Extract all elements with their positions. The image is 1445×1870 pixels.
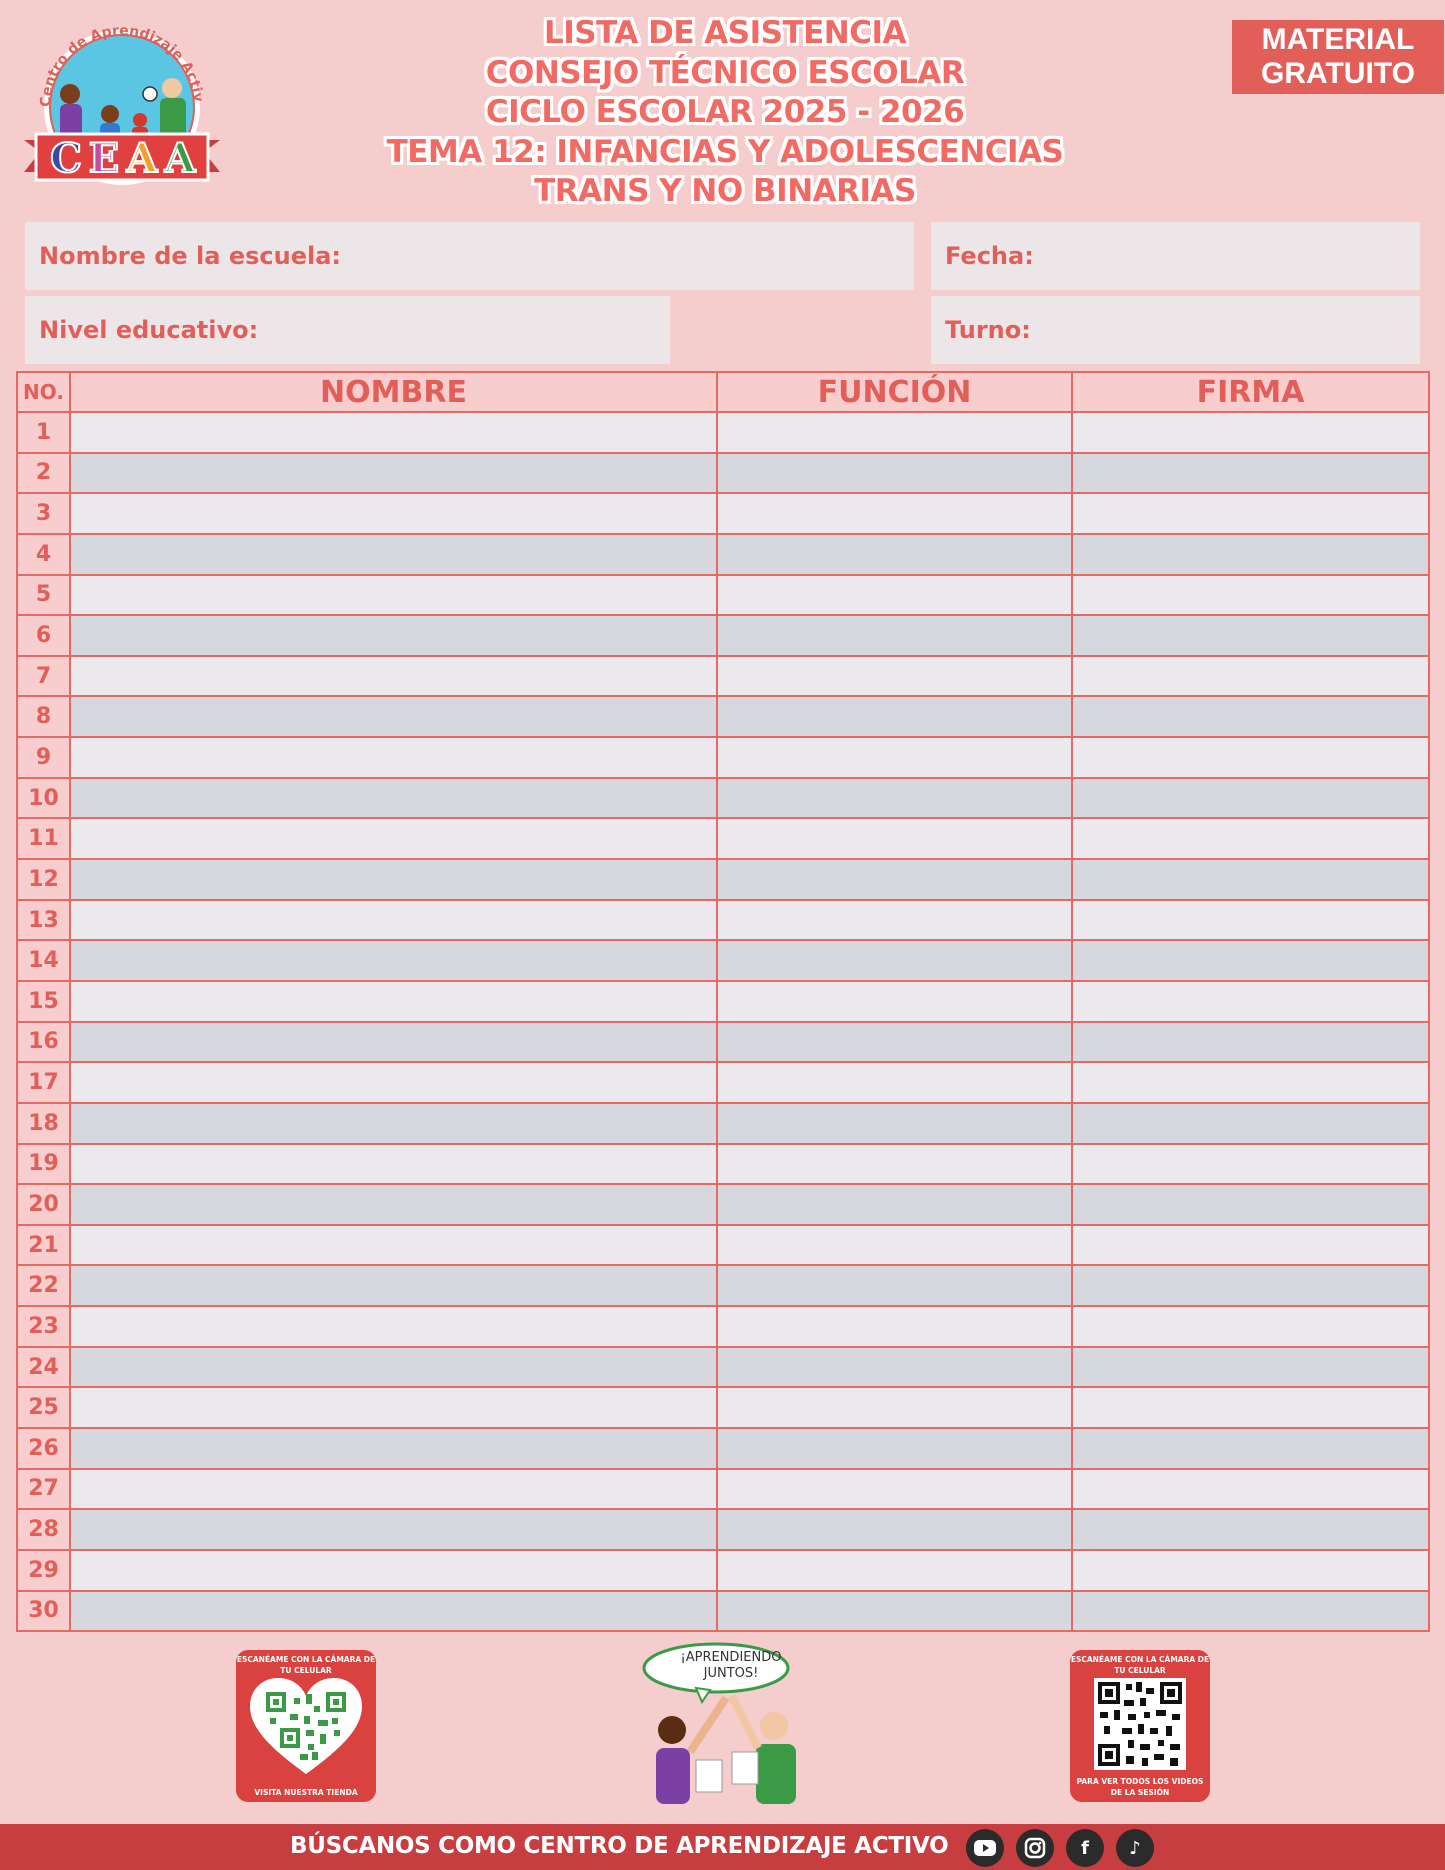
name-cell[interactable] — [70, 1265, 717, 1306]
row-number: 28 — [17, 1509, 70, 1550]
table-row — [17, 1144, 1429, 1185]
name-cell[interactable] — [70, 412, 717, 453]
signature-cell[interactable] — [1072, 981, 1429, 1022]
role-cell[interactable] — [717, 818, 1072, 859]
signature-cell[interactable] — [1072, 1347, 1429, 1388]
role-cell[interactable] — [717, 575, 1072, 616]
name-cell[interactable] — [70, 453, 717, 494]
row-number: 24 — [17, 1347, 70, 1388]
logo-graphic — [22, 12, 232, 197]
date-field[interactable] — [931, 222, 1420, 290]
signature-cell[interactable] — [1072, 1022, 1429, 1063]
name-cell[interactable] — [70, 1509, 717, 1550]
logo-letter-a1: A — [126, 135, 158, 182]
signature-cell[interactable] — [1072, 575, 1429, 616]
table-row — [17, 493, 1429, 534]
signature-cell[interactable] — [1072, 1103, 1429, 1144]
role-cell[interactable] — [717, 778, 1072, 819]
table-row — [17, 575, 1429, 616]
row-number: 5 — [17, 575, 70, 616]
row-number: 16 — [17, 1022, 70, 1063]
videos-qr-bottom-caption: PARA VER TODOS LOS VIDEOS DE LA SESIÓN — [1076, 1777, 1204, 1797]
youtube-icon[interactable] — [966, 1829, 1004, 1867]
role-cell[interactable] — [717, 453, 1072, 494]
tiktok-icon[interactable]: ♪ — [1116, 1829, 1154, 1867]
store-qr-card[interactable] — [236, 1650, 376, 1802]
name-cell[interactable] — [70, 818, 717, 859]
table-row — [17, 1469, 1429, 1510]
table-row — [17, 1103, 1429, 1144]
column-header-no: NO. — [17, 372, 70, 412]
name-cell[interactable] — [70, 1550, 717, 1591]
role-cell[interactable] — [717, 900, 1072, 941]
role-cell[interactable] — [717, 615, 1072, 656]
column-header-role: FUNCIÓN — [717, 372, 1072, 412]
role-cell[interactable] — [717, 1347, 1072, 1388]
signature-cell[interactable] — [1072, 1144, 1429, 1185]
table-row — [17, 656, 1429, 697]
row-number: 23 — [17, 1306, 70, 1347]
table-row — [17, 1184, 1429, 1225]
name-cell[interactable] — [70, 1428, 717, 1469]
name-cell[interactable] — [70, 534, 717, 575]
name-cell[interactable] — [70, 737, 717, 778]
name-cell[interactable] — [70, 1225, 717, 1266]
mascots-illustration — [636, 1640, 816, 1820]
school-name-label: Nombre de la escuela: — [39, 242, 341, 270]
signature-cell[interactable] — [1072, 1306, 1429, 1347]
table-row — [17, 940, 1429, 981]
footer-bar-text: BÚSCANOS COMO CENTRO DE APRENDIZAJE ACTIVO — [290, 1833, 949, 1859]
signature-cell[interactable] — [1072, 1225, 1429, 1266]
videos-qr-code — [1084, 1678, 1196, 1774]
table-row — [17, 818, 1429, 859]
signature-cell[interactable] — [1072, 900, 1429, 941]
date-label: Fecha: — [945, 242, 1034, 270]
videos-qr-caption: ESCANÉAME CON LA CÁMARA DE TU CELULAR — [1070, 1655, 1210, 1675]
name-cell[interactable] — [70, 1103, 717, 1144]
table-header-row — [17, 372, 1429, 412]
name-cell[interactable] — [70, 940, 717, 981]
shift-label: Turno: — [945, 316, 1031, 344]
name-cell[interactable] — [70, 1591, 717, 1632]
role-cell[interactable] — [717, 1428, 1072, 1469]
row-number: 25 — [17, 1387, 70, 1428]
row-number: 19 — [17, 1144, 70, 1185]
role-cell[interactable] — [717, 737, 1072, 778]
signature-cell[interactable] — [1072, 859, 1429, 900]
signature-cell[interactable] — [1072, 696, 1429, 737]
role-cell[interactable] — [717, 1387, 1072, 1428]
row-number: 27 — [17, 1469, 70, 1510]
table-row — [17, 615, 1429, 656]
role-cell[interactable] — [717, 1469, 1072, 1510]
table-row — [17, 1265, 1429, 1306]
table-row — [17, 1428, 1429, 1469]
title-line-3: CICLO ESCOLAR 2025 - 2026 — [485, 94, 965, 130]
row-number: 22 — [17, 1265, 70, 1306]
table-row — [17, 778, 1429, 819]
row-number: 4 — [17, 534, 70, 575]
title-line-2: CONSEJO TÉCNICO ESCOLAR — [485, 54, 965, 91]
role-cell[interactable] — [717, 1591, 1072, 1632]
table-row — [17, 453, 1429, 494]
signature-cell[interactable] — [1072, 737, 1429, 778]
facebook-icon[interactable]: f — [1066, 1829, 1104, 1867]
name-cell[interactable] — [70, 859, 717, 900]
role-cell[interactable] — [717, 1550, 1072, 1591]
table-row — [17, 534, 1429, 575]
table-row — [17, 737, 1429, 778]
role-cell[interactable] — [717, 1306, 1072, 1347]
badge-line-2: GRATUITO — [1261, 57, 1415, 90]
row-number: 20 — [17, 1184, 70, 1225]
row-number: 2 — [17, 453, 70, 494]
row-number: 26 — [17, 1428, 70, 1469]
signature-cell[interactable] — [1072, 615, 1429, 656]
title-line-4: TEMA 12: INFANCIAS Y ADOLESCENCIAS — [386, 133, 1064, 170]
store-qr-caption: ESCANÉAME CON LA CÁMARA DE TU CELULAR — [236, 1655, 376, 1675]
role-cell[interactable] — [717, 534, 1072, 575]
role-cell[interactable] — [717, 1509, 1072, 1550]
signature-cell[interactable] — [1072, 412, 1429, 453]
footer-bar — [0, 1824, 1445, 1870]
row-number: 15 — [17, 981, 70, 1022]
row-number: 3 — [17, 493, 70, 534]
table-row — [17, 1509, 1429, 1550]
row-number: 1 — [17, 412, 70, 453]
table-row — [17, 412, 1429, 453]
name-cell[interactable] — [70, 981, 717, 1022]
name-cell[interactable] — [70, 1347, 717, 1388]
speech-bubble-text: ¡APRENDIENDO JUNTOS! — [680, 1650, 782, 1681]
education-level-field[interactable] — [25, 296, 670, 364]
role-cell[interactable] — [717, 1103, 1072, 1144]
instagram-icon[interactable] — [1016, 1829, 1054, 1867]
row-number: 8 — [17, 696, 70, 737]
role-cell[interactable] — [717, 1062, 1072, 1103]
videos-qr-card[interactable] — [1070, 1650, 1210, 1802]
name-cell[interactable] — [70, 615, 717, 656]
signature-cell[interactable] — [1072, 534, 1429, 575]
row-number: 21 — [17, 1225, 70, 1266]
table-row — [17, 696, 1429, 737]
store-qr-bottom-caption: VISITA NUESTRA TIENDA — [254, 1788, 358, 1797]
role-cell[interactable] — [717, 859, 1072, 900]
role-cell[interactable] — [717, 1225, 1072, 1266]
row-number: 29 — [17, 1550, 70, 1591]
name-cell[interactable] — [70, 778, 717, 819]
table-row — [17, 1022, 1429, 1063]
badge-line-1: MATERIAL — [1261, 23, 1415, 56]
role-cell[interactable] — [717, 1144, 1072, 1185]
name-cell[interactable] — [70, 1062, 717, 1103]
row-number: 10 — [17, 778, 70, 819]
table-row — [17, 1550, 1429, 1591]
signature-cell[interactable] — [1072, 1591, 1429, 1632]
name-cell[interactable] — [70, 1144, 717, 1185]
name-cell[interactable] — [70, 575, 717, 616]
logo-letter-a2: A — [164, 135, 196, 182]
attendance-table — [16, 371, 1430, 1632]
signature-cell[interactable] — [1072, 1469, 1429, 1510]
education-level-label: Nivel educativo: — [39, 316, 259, 344]
role-cell[interactable] — [717, 696, 1072, 737]
table-row — [17, 1225, 1429, 1266]
signature-cell[interactable] — [1072, 1509, 1429, 1550]
row-number: 9 — [17, 737, 70, 778]
signature-cell[interactable] — [1072, 778, 1429, 819]
name-cell[interactable] — [70, 1022, 717, 1063]
table-row — [17, 1062, 1429, 1103]
signature-cell[interactable] — [1072, 1550, 1429, 1591]
row-number: 11 — [17, 818, 70, 859]
role-cell[interactable] — [717, 656, 1072, 697]
title-line-1: LISTA DE ASISTENCIA — [543, 15, 907, 51]
name-cell[interactable] — [70, 1306, 717, 1347]
column-header-signature: FIRMA — [1072, 372, 1429, 412]
row-number: 18 — [17, 1103, 70, 1144]
row-number: 7 — [17, 656, 70, 697]
signature-cell[interactable] — [1072, 940, 1429, 981]
signature-cell[interactable] — [1072, 1184, 1429, 1225]
logo-arc-text: Centro de Aprendizaje Activ — [37, 22, 206, 108]
logo-letter-e: E — [88, 135, 120, 182]
role-cell[interactable] — [717, 412, 1072, 453]
row-number: 17 — [17, 1062, 70, 1103]
title-line-5: TRANS Y NO BINARIAS — [534, 173, 916, 209]
school-name-field[interactable] — [25, 222, 914, 290]
name-cell[interactable] — [70, 1469, 717, 1510]
table-row — [17, 1591, 1429, 1632]
column-header-name: NOMBRE — [70, 372, 717, 412]
signature-cell[interactable] — [1072, 818, 1429, 859]
row-number: 13 — [17, 900, 70, 941]
attendance-rows — [17, 412, 1429, 1631]
table-row — [17, 1306, 1429, 1347]
role-cell[interactable] — [717, 1022, 1072, 1063]
signature-cell[interactable] — [1072, 493, 1429, 534]
signature-cell[interactable] — [1072, 656, 1429, 697]
table-row — [17, 859, 1429, 900]
signature-cell[interactable] — [1072, 453, 1429, 494]
row-number: 14 — [17, 940, 70, 981]
name-cell[interactable] — [70, 493, 717, 534]
free-material-badge — [1232, 20, 1444, 94]
name-cell[interactable] — [70, 656, 717, 697]
role-cell[interactable] — [717, 1265, 1072, 1306]
role-cell[interactable] — [717, 981, 1072, 1022]
document-title — [330, 14, 1120, 212]
name-cell[interactable] — [70, 1184, 717, 1225]
signature-cell[interactable] — [1072, 1265, 1429, 1306]
signature-cell[interactable] — [1072, 1428, 1429, 1469]
logo-letter-c: C — [50, 135, 82, 182]
signature-cell[interactable] — [1072, 1062, 1429, 1103]
name-cell[interactable] — [70, 1387, 717, 1428]
signature-cell[interactable] — [1072, 1387, 1429, 1428]
role-cell[interactable] — [717, 1184, 1072, 1225]
row-number: 12 — [17, 859, 70, 900]
name-cell[interactable] — [70, 900, 717, 941]
role-cell[interactable] — [717, 940, 1072, 981]
table-row — [17, 981, 1429, 1022]
heart-qr-code — [250, 1678, 362, 1776]
row-number: 6 — [17, 615, 70, 656]
ceaa-logo — [22, 12, 232, 197]
row-number: 30 — [17, 1591, 70, 1632]
table-row — [17, 900, 1429, 941]
name-cell[interactable] — [70, 696, 717, 737]
table-row — [17, 1387, 1429, 1428]
shift-field[interactable] — [931, 296, 1420, 364]
table-row — [17, 1347, 1429, 1388]
role-cell[interactable] — [717, 493, 1072, 534]
